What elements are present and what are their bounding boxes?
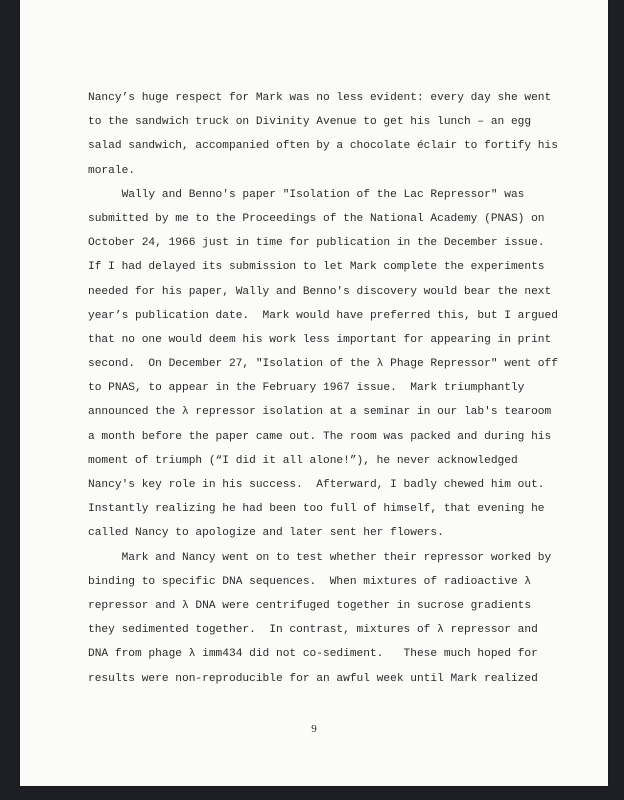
text-line: Nancy's key role in his success. Afterward, I badly chewed him out.	[88, 479, 545, 491]
text-line: that no one would deem his work less important for appearing in print	[88, 333, 552, 346]
text-line: moment of triumph (“I did it all alone!”), he never acknowledged	[88, 454, 518, 467]
document-page	[20, 0, 608, 786]
text-line: results were non-reproducible for an awful week until Mark realized	[88, 672, 538, 685]
text-line: Mark and Nancy went on to test whether their repressor worked by	[88, 551, 552, 564]
text-line: Wally and Benno's paper "Isolation of the Lac Repressor" was	[88, 188, 525, 201]
text-line: Instantly realizing he had been too full of himself, that evening he	[88, 503, 545, 516]
body-text	[88, 86, 558, 691]
text-line: they sedimented together. In contrast, mixtures of λ repressor and	[88, 624, 538, 637]
text-line: binding to specific DNA sequences. When mixtures of radioactive λ	[88, 575, 532, 588]
text-line: repressor and λ DNA were centrifuged together in sucrose gradients	[88, 599, 532, 612]
text-line: to the sandwich truck on Divinity Avenue to get his lunch – an egg	[88, 116, 532, 129]
text-line: If I had delayed its submission to let Mark complete the experiments	[88, 261, 545, 274]
text-line: morale.	[88, 164, 135, 177]
text-line: salad sandwich, accompanied often by a chocolate éclair to fortify his	[88, 140, 558, 153]
text-line: a month before the paper came out. The room was packed and during his	[88, 430, 552, 443]
text-line: October 24, 1966 just in time for publication in the December issue.	[88, 237, 545, 250]
text-line: Nancy’s huge respect for Mark was no less evident: every day she went	[88, 92, 552, 104]
page-number: 9	[311, 723, 317, 735]
text-line: second. On December 27, "Isolation of the λ Phage Repressor" went off	[88, 358, 558, 371]
text-line: called Nancy to apologize and later sent her flowers.	[88, 527, 444, 540]
text-line: to PNAS, to appear in the February 1967 issue. Mark triumphantly	[88, 382, 525, 395]
text-line: submitted by me to the Proceedings of the National Academy (PNAS) on	[88, 212, 545, 225]
text-line: DNA from phage λ imm434 did not co-sediment. These much hoped for	[88, 648, 538, 661]
text-line: needed for his paper, Wally and Benno's discovery would bear the next	[88, 285, 552, 298]
text-line: announced the λ repressor isolation at a seminar in our lab's tearoom	[88, 406, 552, 419]
text-line: year’s publication date. Mark would have preferred this, but I argued	[88, 309, 558, 322]
